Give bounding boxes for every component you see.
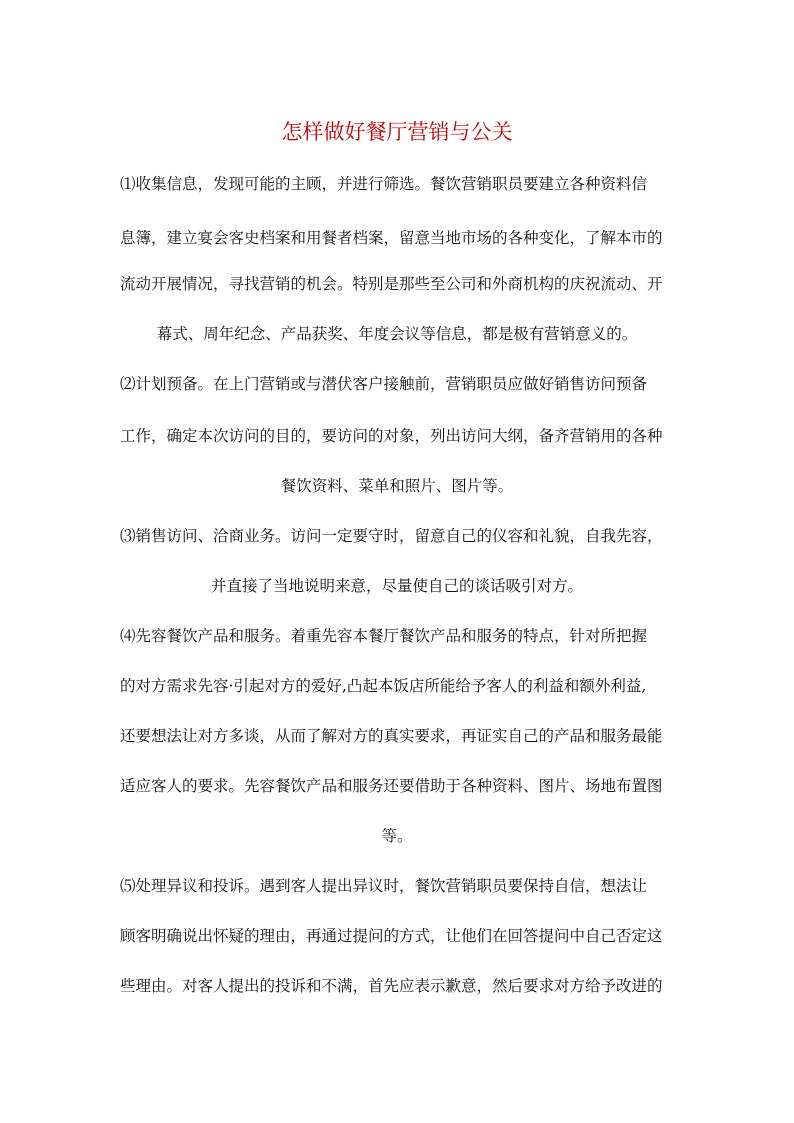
paragraph-2-line-1: ⑵计划预备。在上门营销或与潜伏客户接触前，营销职员应做好销售访问预备 <box>120 375 648 393</box>
paragraph-5-line-3: 些理由。对客人提出的投诉和不满，首先应表示歉意，然后要求对方给予改进的 <box>120 977 663 995</box>
paragraph-4-line-1: ⑷先容餐饮产品和服务。着重先容本餐厅餐饮产品和服务的特点，针对所把握 <box>120 627 648 645</box>
document-title: 怎样做好餐厅营销与公关 <box>281 120 513 144</box>
paragraph-3-line-1: ⑶销售访问、洽商业务。访问一定要守时，留意自己的仪容和礼貌，自我先容， <box>120 527 663 545</box>
paragraph-5-line-2: 顾客明确说出怀疑的理由，再通过提问的方式，让他们在回答提问中自己否定这 <box>120 927 663 945</box>
paragraph-4-line-4: 适应客人的要求。先容餐饮产品和服务还要借助于各种资料、图片、场地布置图 <box>120 777 663 795</box>
paragraph-2-line-2: 工作，确定本次访问的目的，要访问的对象，列出访问大纲，备齐营销用的各种 <box>120 427 663 445</box>
paragraph-4-line-3: 还要想法让对方多谈，从而了解对方的真实要求，再证实自己的产品和服务最能 <box>120 727 663 745</box>
paragraph-1-line-1: ⑴收集信息，发现可能的主顾，并进行筛选。餐饮营销职员要建立各种资料信 <box>120 175 648 193</box>
paragraph-5-line-1: ⑸处理异议和投诉。遇到客人提出异议时，餐饮营销职员要保持自信，想法让 <box>120 877 648 895</box>
paragraph-1-line-2: 息簿，建立宴会客史档案和用餐者档案，留意当地市场的各种变化，了解本市的 <box>120 229 663 247</box>
paragraph-3-line-2: 并直接了当地说明来意，尽量使自己的谈话吸引对方。 <box>210 577 583 595</box>
paragraph-1-line-4: 幕式、周年纪念、产品获奖、年度会议等信息，都是极有营销意义的。 <box>156 325 638 343</box>
paragraph-1-line-3: 流动开展情况，寻找营销的机会。特别是那些至公司和外商机构的庆祝流动、开 <box>120 275 663 293</box>
paragraph-4-line-2: 的对方需求先容·引起对方的爱好,凸起本饭店所能给予客人的利益和额外利益, <box>120 677 647 695</box>
paragraph-2-line-3: 餐饮资料、菜单和照片、图片等。 <box>280 477 514 495</box>
paragraph-4-line-5: 等。 <box>381 827 413 845</box>
